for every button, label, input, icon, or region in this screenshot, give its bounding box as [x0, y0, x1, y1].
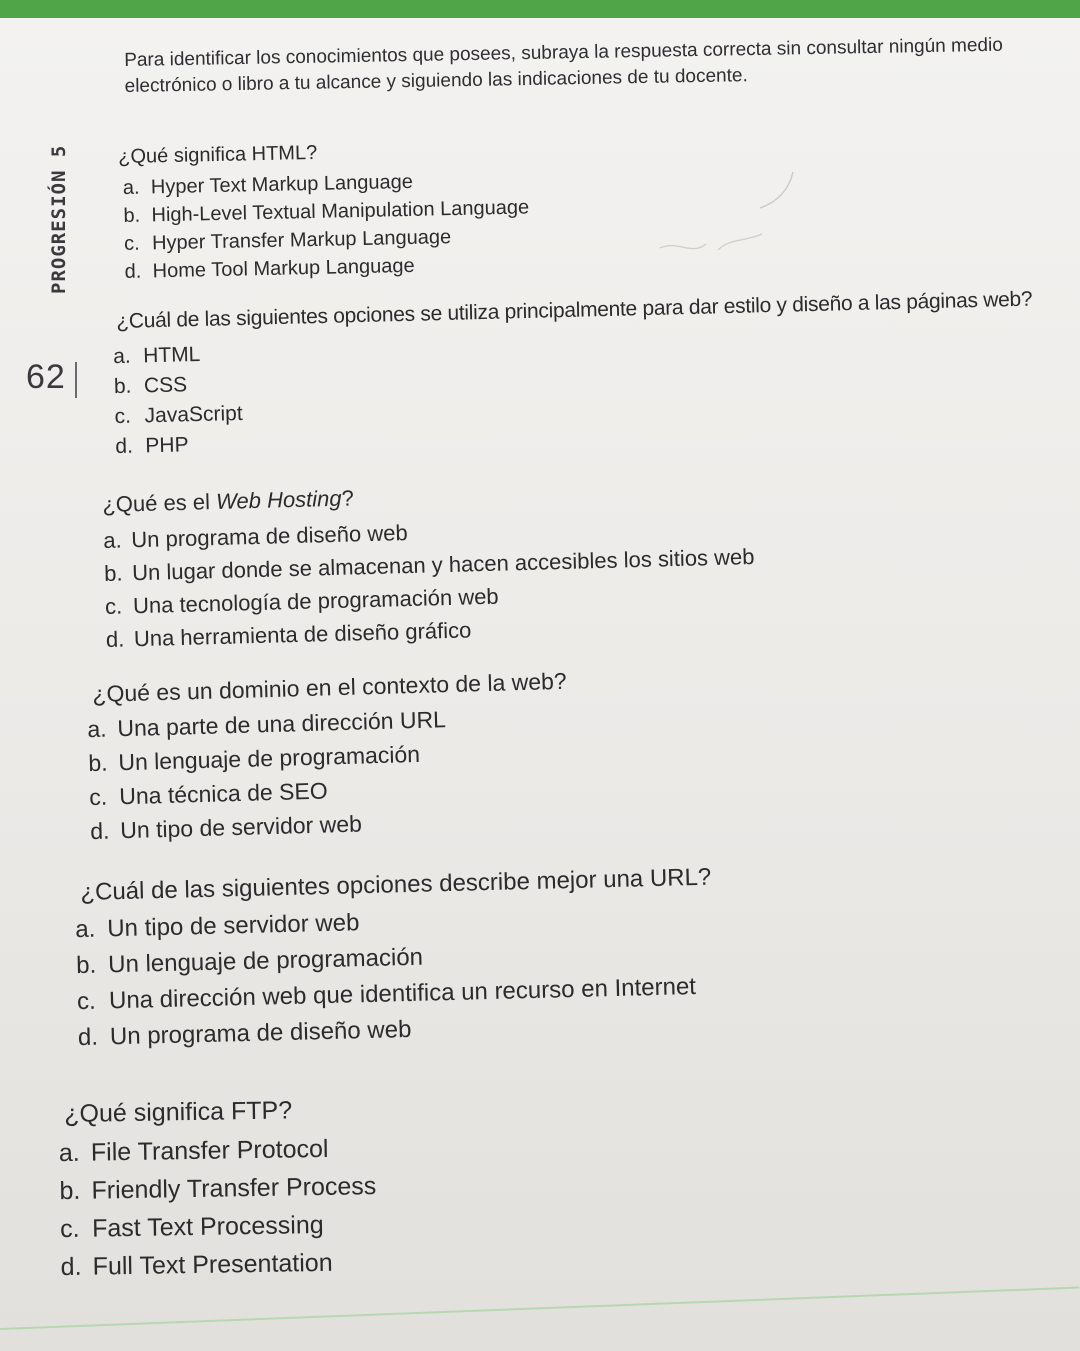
question-text: ¿Cuál de las siguientes opciones se utiliza principalmente para dar estilo y diseño a las páginas web?	[116, 287, 1033, 333]
option-letter: a.	[58, 1138, 80, 1168]
question-block	[102, 473, 757, 656]
answer-option-b[interactable]	[59, 1167, 376, 1210]
option-text: Un lugar donde se almacenan y hacen accesibles los sitios web	[131, 543, 755, 586]
answer-option-c[interactable]	[60, 1205, 377, 1248]
option-letter: a.	[112, 344, 131, 369]
option-text: High-Level Textual Manipulation Language	[151, 196, 530, 227]
option-letter: c.	[76, 987, 97, 1016]
option-text: CSS	[143, 373, 188, 398]
question-text: ¿Qué significa FTP?	[64, 1096, 293, 1128]
page-number: 62	[26, 358, 66, 396]
question-suffix: ?	[341, 485, 355, 511]
question-prefix: ¿Qué es el	[102, 489, 217, 517]
question-block	[58, 1091, 378, 1286]
option-text: Fast Text Processing	[91, 1210, 324, 1243]
option-text: File Transfer Protocol	[90, 1134, 329, 1167]
question-text: ¿Qué es un dominio en el contexto de la web?	[92, 667, 567, 707]
option-letter: a.	[122, 176, 140, 199]
option-text: Un tipo de servidor web	[106, 909, 360, 943]
option-letter: c.	[114, 404, 132, 429]
section-side-tab: PROGRESIÓN 5	[48, 144, 70, 294]
question-block	[87, 665, 571, 848]
option-letter: d.	[105, 626, 125, 652]
option-letter: d.	[115, 434, 134, 459]
option-letter: c.	[123, 232, 140, 255]
option-text: Un tipo de servidor web	[119, 810, 363, 844]
question-block	[112, 286, 1036, 462]
option-text: Home Tool Markup Language	[152, 254, 415, 283]
option-text: Un programa de diseño web	[109, 1015, 412, 1051]
question-block	[74, 861, 715, 1056]
question-text: ¿Cuál de las siguientes opciones describe mejor una URL?	[80, 863, 712, 906]
option-text: Friendly Transfer Process	[91, 1172, 377, 1205]
page-number-divider	[75, 362, 77, 398]
pencil-mark	[755, 168, 805, 218]
option-letter: c.	[59, 1214, 80, 1244]
option-text: PHP	[145, 433, 189, 458]
instructions-text: Para identificar los conocimientos que posees, subraya la respuesta correcta sin consultar ningún medio electrónico o libro a tu alcance y siguiendo las indicaciones de tu docente.	[124, 34, 1003, 97]
option-text: Un lenguaje de programación	[107, 943, 424, 979]
option-letter: d.	[77, 1023, 99, 1052]
question-block	[120, 135, 531, 286]
option-letter: c.	[88, 783, 108, 811]
option-text: Un programa de diseño web	[130, 520, 408, 553]
option-letter: b.	[103, 560, 123, 586]
option-text: Una dirección web que identifica un recurso en Internet	[108, 972, 697, 1015]
option-letter: c.	[104, 593, 123, 619]
option-text: Un lenguaje de programación	[118, 740, 421, 776]
option-letter: d.	[60, 1252, 82, 1282]
answer-option-d[interactable]	[60, 1243, 377, 1286]
option-letter: b.	[113, 374, 132, 399]
option-letter: a.	[74, 915, 96, 944]
option-letter: b.	[123, 204, 141, 227]
option-text: Una parte de una dirección URL	[117, 706, 447, 742]
option-letter: a.	[102, 527, 123, 553]
option-text: Una tecnología de programación web	[132, 583, 499, 619]
question-emphasis: Web Hosting	[215, 485, 342, 515]
option-text: Una técnica de SEO	[118, 777, 329, 810]
option-text: JavaScript	[144, 401, 243, 428]
option-letter: d.	[124, 260, 142, 283]
option-text: Full Text Presentation	[92, 1248, 333, 1281]
answer-option-a[interactable]	[59, 1129, 376, 1172]
option-text: Una herramienta de diseño gráfico	[133, 617, 472, 652]
option-letter: b.	[75, 951, 97, 980]
header-green-band	[0, 0, 1080, 18]
pencil-mark	[658, 230, 768, 270]
option-text: HTML	[142, 342, 201, 368]
option-letter: b.	[59, 1176, 81, 1206]
option-letter: a.	[87, 715, 107, 743]
footer-rule	[0, 1287, 1079, 1330]
worksheet-page	[0, 18, 1080, 1351]
option-text: Hyper Text Markup Language	[150, 170, 414, 199]
option-letter: b.	[88, 749, 108, 777]
question-text: ¿Qué significa HTML?	[118, 141, 318, 169]
option-letter: d.	[89, 817, 110, 845]
option-text: Hyper Transfer Markup Language	[151, 226, 452, 255]
